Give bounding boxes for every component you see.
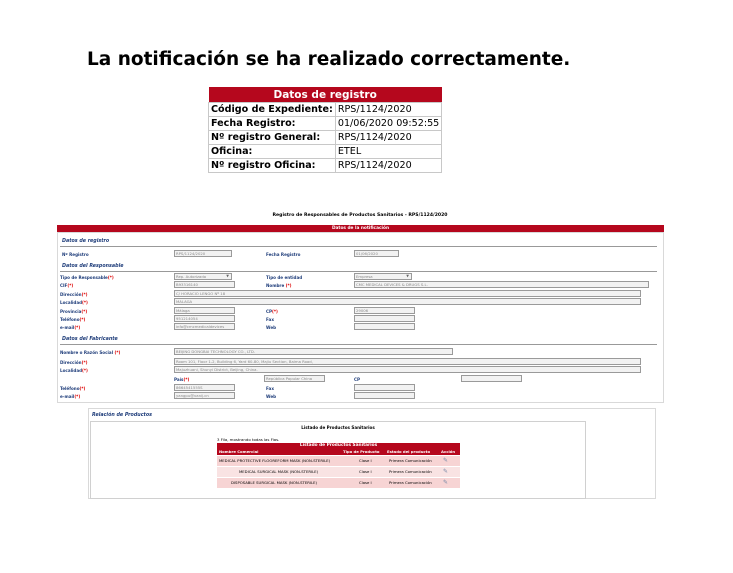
summary-value: RPS/1124/2020 <box>335 159 441 173</box>
col-tipo[interactable]: Tipo de Producto <box>343 449 380 454</box>
summary-label: Nº registro Oficina: <box>209 159 336 173</box>
section-responsable: Datos del Responsable <box>62 264 124 269</box>
section-divider <box>60 344 657 345</box>
fab-email-label: e-mail(*) <box>60 394 81 399</box>
razon-social-field[interactable]: BEIJING DONGBAI TECHNOLOGY CO., LTD. <box>174 348 453 355</box>
tipo-responsable-label: Tipo de Responsable(*) <box>60 275 114 280</box>
products-list-title: Listado de Productos Sanitarios <box>301 425 375 430</box>
summary-label: Código de Expediente: <box>209 103 336 117</box>
email-label: e-mail(*) <box>60 325 81 330</box>
summary-row <box>209 117 442 131</box>
product-type: Clase I <box>359 458 372 463</box>
telefono-label: Teléfono(*) <box>60 317 86 322</box>
fab-email-field[interactable]: yangpu@vanij.cn <box>174 392 235 399</box>
edit-icon[interactable]: ✎ <box>443 468 449 475</box>
summary-label: Oficina: <box>209 145 336 159</box>
products-table-header <box>217 449 460 455</box>
fecha-registro-label: Fecha Registro <box>266 252 301 257</box>
section-productos: Relación de Productos <box>92 413 152 418</box>
summary-row <box>209 159 442 173</box>
summary-value: ETEL <box>335 145 441 159</box>
col-nombre[interactable]: Nombre Comercial <box>219 449 259 454</box>
fab-localidad-label: Localidad(*) <box>60 368 88 373</box>
summary-row <box>209 145 442 159</box>
document-title: Registro de Responsables de Productos Sanitarios - RPS/1124/2020 <box>272 213 448 218</box>
web-label: Web <box>266 325 277 330</box>
col-accion: Acción <box>441 449 456 454</box>
section-divider <box>60 246 657 247</box>
fecha-registro-field[interactable]: 01/06/2020 <box>354 250 399 257</box>
summary-value: 01/06/2020 09:52:55 <box>335 117 441 131</box>
summary-row <box>209 131 442 145</box>
edit-icon[interactable]: ✎ <box>443 479 449 486</box>
products-table-caption: Listado de Productos Sanitarios <box>217 443 460 449</box>
localidad-label: Localidad(*) <box>60 300 88 305</box>
summary-value: RPS/1124/2020 <box>335 103 441 117</box>
num-registro-label: Nº Registro <box>62 252 89 257</box>
product-name: DISPOSABLE SURGICAL MASK (NON-STERILE) <box>231 480 317 485</box>
col-estado[interactable]: Estado del producto <box>387 449 431 454</box>
product-name: MEDICAL SURGICAL MASK (NON-STERILE) <box>239 469 319 474</box>
cif-label: CIF(*) <box>60 283 74 288</box>
fab-direccion-field[interactable]: Room 101, Floor 1-2, Building 6, Yard 60-80, Majiu Section, Baima Road, <box>174 358 641 365</box>
direccion-field[interactable]: C/ HORACIO LENGO Nº 18 <box>174 290 641 297</box>
fab-telefono-label: Teléfono(*) <box>60 386 86 391</box>
page-title: La notificación se ha realizado correctamente. <box>87 49 571 70</box>
chevron-down-icon: ▼ <box>406 274 409 278</box>
panel-header: Datos de la notificación <box>57 225 664 232</box>
fax-label: Fax <box>266 317 274 322</box>
product-type: Clase I <box>359 469 372 474</box>
fab-cp-field[interactable] <box>461 375 522 382</box>
section-fabricante: Datos del Fabricante <box>62 337 118 342</box>
fab-web-label: Web <box>266 394 277 399</box>
direccion-label: Dirección(*) <box>60 292 88 297</box>
summary-header: Datos de registro <box>209 87 442 103</box>
chevron-down-icon: ▼ <box>226 274 229 278</box>
product-status: Primera Comunicación <box>389 458 432 463</box>
fab-direccion-label: Dirección(*) <box>60 360 88 365</box>
cp-label: CP(*) <box>266 309 278 314</box>
razon-social-label: Nombre o Razón Social (*) <box>60 350 121 355</box>
summary-label: Fecha Registro: <box>209 117 336 131</box>
email-field[interactable]: info@cmcmedicaldevices <box>174 323 235 330</box>
pais-label: País(*) <box>174 377 190 382</box>
provincia-label: Provincia(*) <box>60 309 88 314</box>
product-status: Primera Comunicación <box>389 469 432 474</box>
tipo-entidad-select[interactable]: Empresa ▼ <box>354 273 412 280</box>
fab-cp-label: CP <box>354 377 361 382</box>
fab-web-field[interactable] <box>354 392 415 399</box>
summary-label: Nº registro General: <box>209 131 336 145</box>
cif-field[interactable]: B93316140 <box>174 281 235 288</box>
registration-summary-table <box>208 87 442 173</box>
table-row <box>217 478 460 488</box>
fax-field[interactable] <box>354 315 415 322</box>
web-field[interactable] <box>354 323 415 330</box>
table-row <box>217 467 460 477</box>
fab-telefono-field[interactable]: 8664541555S <box>174 384 235 391</box>
tipo-entidad-label: Tipo de entidad <box>266 275 303 280</box>
summary-value: RPS/1124/2020 <box>335 131 441 145</box>
table-row <box>217 456 460 466</box>
section-divider <box>60 271 657 272</box>
summary-row <box>209 103 442 117</box>
edit-icon[interactable]: ✎ <box>443 457 449 464</box>
pais-field[interactable]: República Popular China <box>264 375 325 382</box>
fab-fax-field[interactable] <box>354 384 415 391</box>
section-registro: Datos de registro <box>62 239 110 244</box>
fab-fax-label: Fax <box>266 386 274 391</box>
provincia-field[interactable]: Málaga <box>174 307 235 314</box>
tipo-responsable-select[interactable]: Rep. Autorizado ▼ <box>174 273 232 280</box>
num-registro-field[interactable]: RPS/1124/2020 <box>174 250 232 257</box>
product-name: MEDICAL PROTECTIVE FLOOREFORM MASK (NON-STERILE) <box>219 458 331 463</box>
localidad-field[interactable]: MALAGA <box>174 298 641 305</box>
telefono-field[interactable]: 951214054 <box>174 315 235 322</box>
products-count: 3 Fila, mostrando todas las Fias. <box>217 437 280 442</box>
product-type: Clase I <box>359 480 372 485</box>
fab-localidad-field[interactable]: Majuzhuani, Shunyi District, Beijing, China. <box>174 366 641 373</box>
nombre-label: Nombre (*) <box>266 283 292 288</box>
cp-field[interactable]: 29006 <box>354 307 415 314</box>
nombre-field[interactable]: CMC MEDICAL DEVICES & DRUGS S.L. <box>354 281 649 288</box>
product-status: Primera Comunicación <box>389 480 432 485</box>
